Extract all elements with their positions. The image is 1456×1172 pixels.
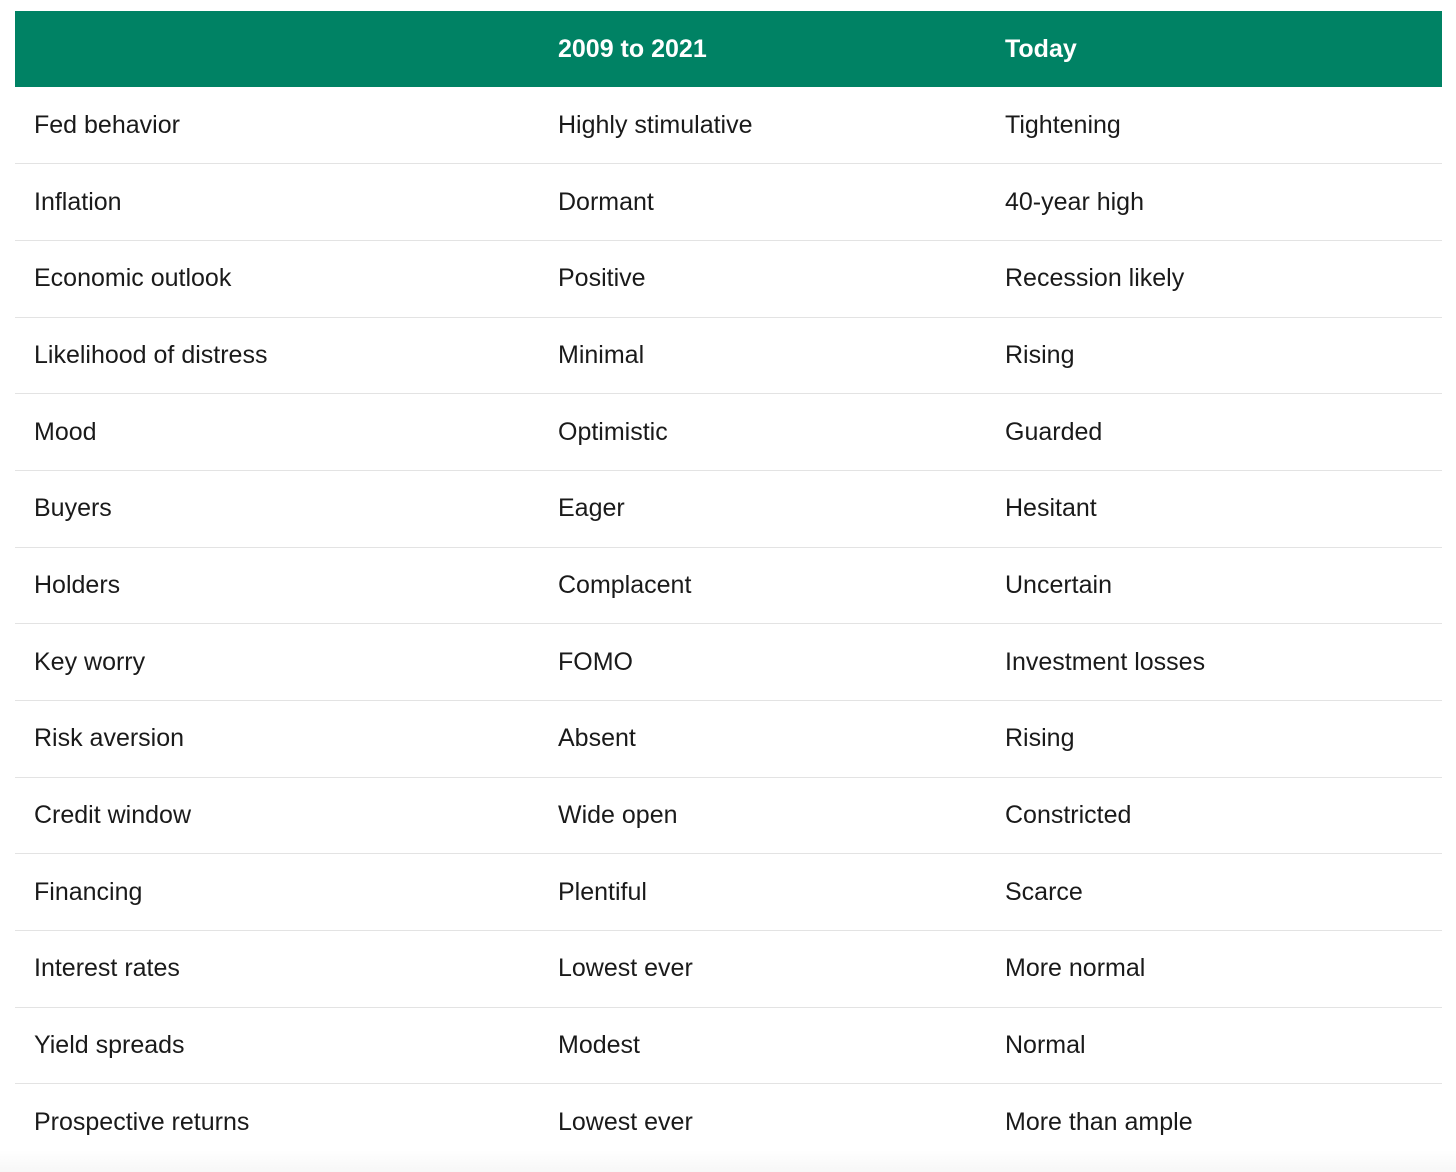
row-label: Inflation: [34, 187, 122, 216]
table-row: [15, 1007, 1442, 1084]
cell-today: More than ample: [1005, 1108, 1193, 1137]
header-cell-today: Today: [1005, 34, 1077, 63]
table-header: [15, 11, 1442, 87]
cell-2009-to-2021: Lowest ever: [558, 1108, 693, 1137]
cell-2009-to-2021: FOMO: [558, 647, 633, 676]
cell-2009-to-2021: Dormant: [558, 187, 654, 216]
table-row: [15, 240, 1442, 317]
row-label: Buyers: [34, 494, 112, 523]
cell-today: Recession likely: [1005, 264, 1185, 293]
row-label: Yield spreads: [34, 1031, 185, 1060]
cell-2009-to-2021: Modest: [558, 1031, 640, 1060]
table-row: [15, 624, 1442, 701]
cell-2009-to-2021: Absent: [558, 724, 636, 753]
row-label: Credit window: [34, 801, 192, 830]
row-label: Mood: [34, 417, 97, 446]
cell-today: More normal: [1005, 954, 1146, 983]
comparison-table: [15, 11, 1442, 1161]
row-label: Economic outlook: [34, 264, 232, 293]
header-row: [15, 11, 1442, 87]
cell-today: Scarce: [1005, 877, 1083, 906]
table-row: [15, 854, 1442, 931]
table-body: [15, 87, 1442, 1161]
cell-today: Constricted: [1005, 801, 1132, 830]
cell-2009-to-2021: Minimal: [558, 340, 645, 369]
cell-2009-to-2021: Wide open: [558, 801, 678, 830]
row-label: Financing: [34, 877, 143, 906]
table-row: [15, 87, 1442, 164]
table-row: [15, 547, 1442, 624]
cell-today: Guarded: [1005, 417, 1103, 446]
header-cell-blank: [15, 11, 539, 87]
table-row: [15, 317, 1442, 394]
row-label: Risk aversion: [34, 724, 185, 753]
row-label: Prospective returns: [34, 1108, 250, 1137]
table-row: [15, 701, 1442, 778]
cell-today: Hesitant: [1005, 494, 1097, 523]
cell-2009-to-2021: Complacent: [558, 570, 692, 599]
cell-2009-to-2021: Lowest ever: [558, 954, 693, 983]
comparison-table-container: [15, 11, 1442, 1161]
cell-today: Rising: [1005, 340, 1075, 369]
cell-2009-to-2021: Positive: [558, 264, 646, 293]
row-label: Fed behavior: [34, 110, 180, 139]
row-label: Key worry: [34, 647, 146, 676]
table-row: [15, 777, 1442, 854]
row-label: Interest rates: [34, 954, 180, 983]
table-row: [15, 470, 1442, 547]
table-row: [15, 164, 1442, 241]
cell-today: Rising: [1005, 724, 1075, 753]
table-row: [15, 394, 1442, 471]
table-row: [15, 931, 1442, 1008]
cell-today: Investment losses: [1005, 647, 1206, 676]
cell-today: Uncertain: [1005, 570, 1112, 599]
cell-2009-to-2021: Optimistic: [558, 417, 668, 446]
row-label: Likelihood of distress: [34, 340, 268, 369]
cell-2009-to-2021: Plentiful: [558, 877, 647, 906]
header-cell-2009-to-2021: 2009 to 2021: [558, 34, 707, 63]
cell-2009-to-2021: Eager: [558, 494, 625, 523]
cell-2009-to-2021: Highly stimulative: [558, 110, 753, 139]
cell-today: 40-year high: [1005, 187, 1144, 216]
cell-today: Normal: [1005, 1031, 1086, 1060]
bottom-fade: [0, 1150, 1456, 1172]
cell-today: Tightening: [1005, 110, 1121, 139]
row-label: Holders: [34, 570, 121, 599]
